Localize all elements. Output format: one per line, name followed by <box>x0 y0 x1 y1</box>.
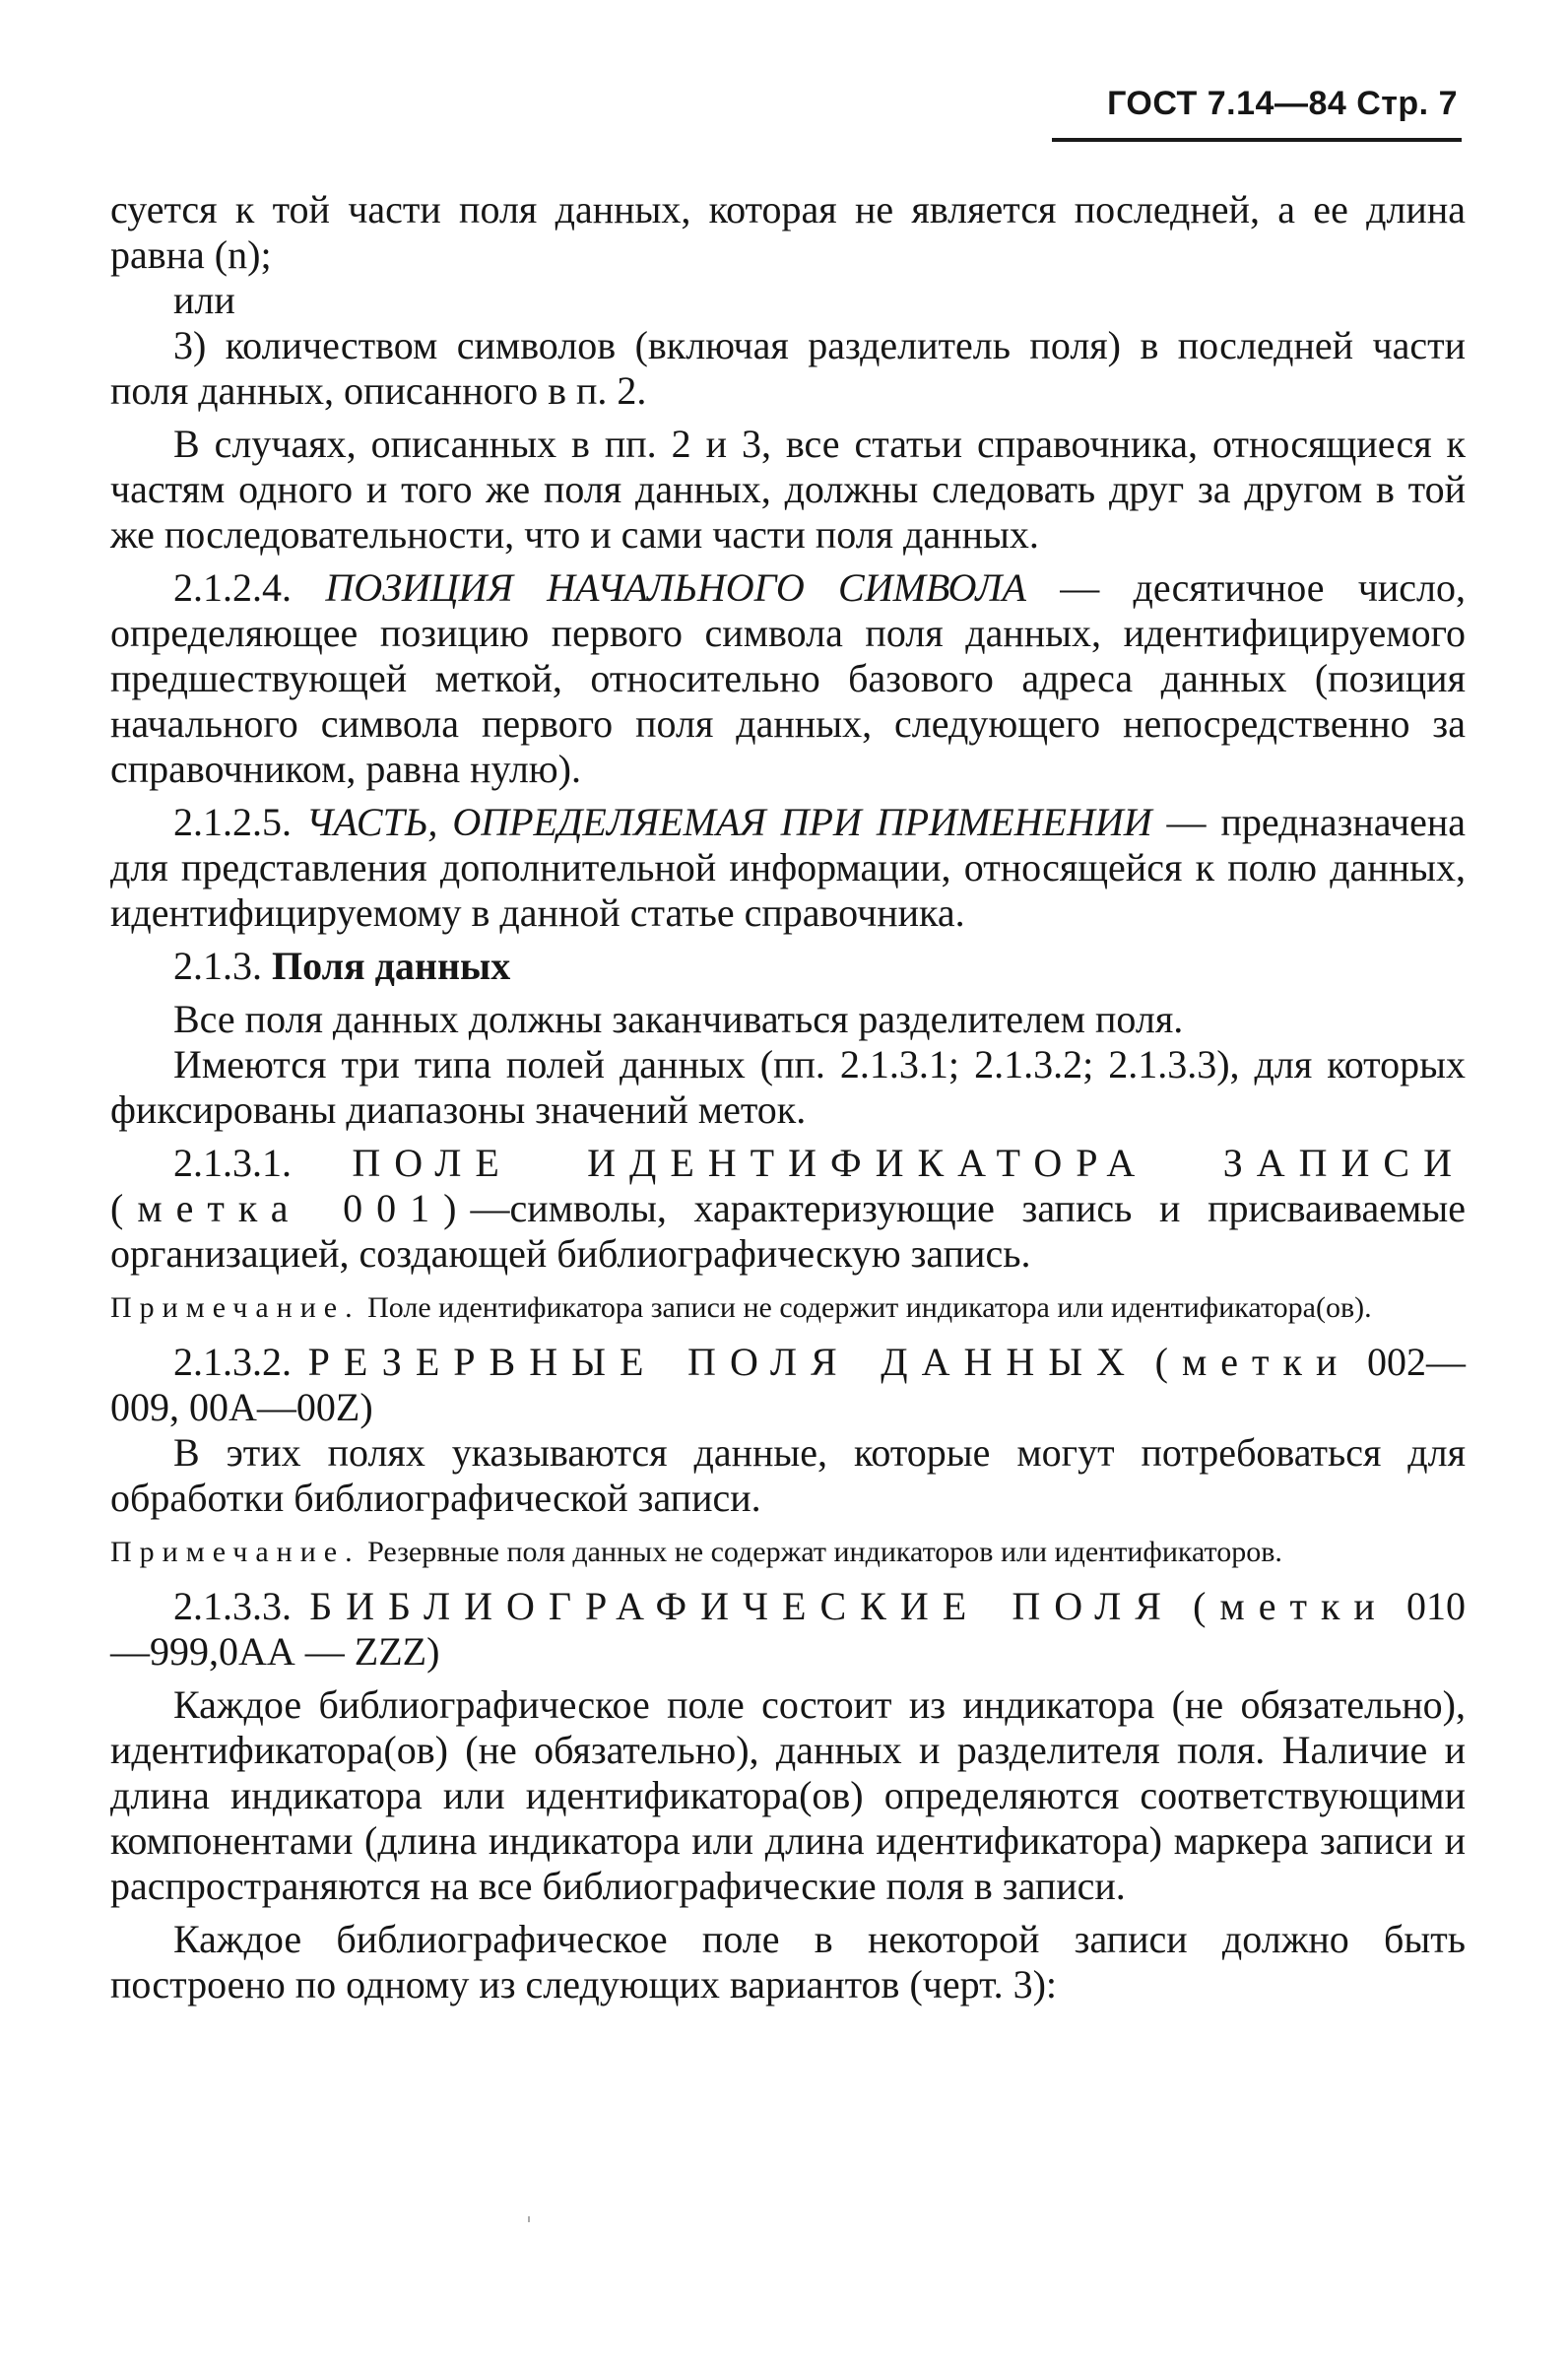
section-2-1-3-2 <box>110 1340 1466 1430</box>
page-header: ГОСТ 7.14—84 Стр. 7 <box>1107 85 1458 122</box>
note-2 <box>110 1535 1466 1570</box>
section-number: 2.1.3.2. <box>173 1340 292 1384</box>
section-range: 002—009, 00А—00Z) <box>110 1340 1466 1429</box>
section-number: 2.1.3.3. <box>173 1584 292 1628</box>
section-range: 010—999,0АА — ZZZ) <box>110 1584 1467 1674</box>
section-title: ПОЛЕ ИДЕНТИФИКАТОРА ЗАПИСИ <box>352 1141 1466 1185</box>
scan-speck <box>528 2216 530 2222</box>
section-tag: (метка 001) <box>110 1186 471 1230</box>
section-number: 2.1.3. <box>173 944 262 988</box>
section-tag: (метки <box>1154 1340 1351 1384</box>
section-tag: (метки <box>1193 1584 1389 1628</box>
paragraph-or: или <box>173 278 235 322</box>
note-text: Резервные поля данных не содержат индикаторов или идентификаторов. <box>359 1536 1282 1568</box>
paragraph-three-types: Имеются три типа полей данных (пп. 2.1.3.1; 2.1.3.2; 2.1.3.3), для которых фиксированы диапазоны значений меток. <box>110 1042 1466 1132</box>
section-title: ПОЗИЦИЯ НАЧАЛЬНОГО СИМВОЛА <box>325 565 1026 610</box>
section-2-1-2-4 <box>110 565 1466 792</box>
note-label: Примечание. <box>110 1536 360 1568</box>
section-title: РЕЗЕРВНЫЕ ПОЛЯ ДАННЫХ <box>307 1340 1139 1384</box>
section-2-1-3 <box>110 944 1466 989</box>
section-number: 2.1.3.1. <box>173 1141 292 1185</box>
section-title: БИБЛИОГРАФИЧЕСКИЕ ПОЛЯ <box>309 1584 1175 1628</box>
section-2-1-2-5 <box>110 800 1466 936</box>
section-2-1-3-3 <box>110 1584 1466 1675</box>
note-1 <box>110 1290 1466 1326</box>
note-label: Примечание. <box>110 1291 360 1324</box>
paragraph-item-3: 3) количеством символов (включая разделитель поля) в последней части поля данных, описанного в п. 2. <box>110 323 1466 413</box>
paragraph-bibliographic-field: Каждое библиографическое поле состоит из индикатора (не обязательно), идентификатора(ов) (не обязательно), данных и разделителя поля. Наличие и длина индикатора или идентификатора(ов) определяются соответствующими компонентами (длина индикатора или длина идентификатора) маркера записи и распространяются на все библиографические поля в записи. <box>110 1682 1466 1908</box>
section-text: — десятичное число, определяющее позицию первого символа поля данных, идентифицируемого предшествующей меткой, относительно базового адреса данных (позиция начального символа первого поля данных, следующего непосредственно за справочником, равна нулю). <box>110 565 1467 791</box>
section-number: 2.1.2.5. <box>173 800 292 844</box>
paragraph-continuation: суется к той части поля данных, которая не является последней, а ее длина равна (n); <box>110 187 1466 277</box>
document-body <box>110 187 1466 2007</box>
paragraph-reserved: В этих полях указываются данные, которые могут потребоваться для обработки библиографической записи. <box>110 1430 1466 1520</box>
section-title: Поля данных <box>272 944 511 988</box>
header-rule <box>1052 138 1462 142</box>
paragraph-variants: Каждое библиографическое поле в некоторой записи должно быть построено по одному из следующих вариантов (черт. 3): <box>110 1917 1466 2006</box>
section-text: — предназначена для представления дополнительной информации, относящейся к полю данных, идентифицируемому в данной статье справочника. <box>110 800 1466 935</box>
paragraph-terminator: Все поля данных должны заканчиваться разделителем поля. <box>173 997 1184 1041</box>
section-2-1-3-1 <box>110 1141 1466 1277</box>
section-text: —символы, характеризующие запись и присваиваемые организацией, создающей библиографическую запись. <box>110 1186 1466 1276</box>
note-text: Поле идентификатора записи не содержит индикатора или идентификатора(ов). <box>359 1291 1372 1324</box>
paragraph-cases: В случаях, описанных в пп. 2 и 3, все статьи справочника, относящиеся к частям одного и того же поля данных, должны следовать друг за другом в той же последовательности, что и сами части поля данных. <box>110 422 1466 557</box>
section-title: ЧАСТЬ, ОПРЕДЕЛЯЕМАЯ ПРИ ПРИМЕНЕНИИ <box>305 800 1152 844</box>
section-number: 2.1.2.4. <box>173 565 292 610</box>
